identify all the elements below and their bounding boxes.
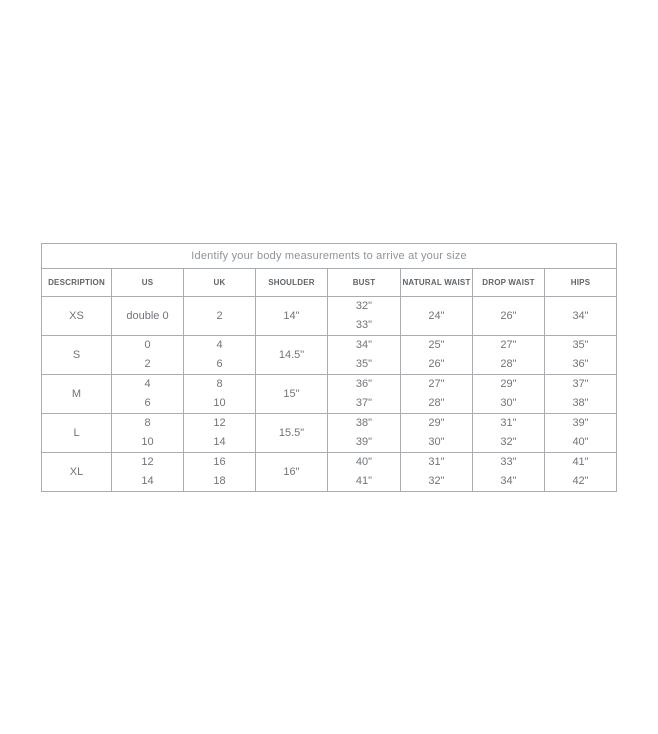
natural-waist-cell [401,375,473,414]
shoulder-value: 14.5" [256,336,328,375]
bust-value: 32" [355,300,373,312]
uk-cell [184,375,256,414]
uk-cell [184,453,256,492]
natural-waist-value: 31" [428,456,445,468]
hips-cell [545,414,617,453]
uk-value: 8 [216,378,223,390]
bust-cell [328,375,401,414]
size-label: S [42,336,112,375]
natural-waist-value: 32" [428,475,445,487]
natural-waist-value: 28" [428,397,445,409]
shoulder-value: 15" [256,375,328,414]
natural-waist-cell [401,336,473,375]
drop-waist-value: 34" [500,475,517,487]
table-caption: Identify your body measurements to arrive at your size [42,244,617,269]
uk-value: 10 [213,397,226,409]
size-chart-table [41,243,617,492]
hips-value: 38" [572,397,589,409]
hips-cell [545,297,617,336]
size-chart [41,243,616,492]
size-label: XL [42,453,112,492]
bust-cell [328,297,401,336]
bust-value: 35" [355,358,373,370]
hips-value: 39" [572,417,589,429]
us-value: 10 [141,436,154,448]
natural-waist-value: 30" [428,436,445,448]
header-hips: HIPS [545,269,617,297]
uk-value: 18 [213,475,226,487]
hips-cell [545,453,617,492]
size-label: L [42,414,112,453]
uk-cell [184,414,256,453]
uk-value: 2 [216,309,223,322]
drop-waist-value: 28" [500,358,517,370]
us-value: 2 [144,358,151,370]
header-drop-waist: DROP WAIST [473,269,545,297]
hips-value: 35" [572,339,589,351]
natural-waist-cell [401,453,473,492]
hips-value: 36" [572,358,589,370]
header-shoulder: SHOULDER [256,269,328,297]
shoulder-value: 14" [256,297,328,336]
bust-value: 37" [355,397,373,409]
us-cell [112,336,184,375]
table-row [42,414,617,453]
uk-value: 4 [216,339,223,351]
hips-cell [545,375,617,414]
table-row [42,297,617,336]
uk-value: 12 [213,417,226,429]
table-row [42,336,617,375]
bust-value: 33" [355,319,373,331]
us-value: 8 [144,417,151,429]
us-value: 6 [144,397,151,409]
us-value: 12 [141,456,154,468]
natural-waist-value: 24" [428,309,445,322]
us-cell [112,297,184,336]
natural-waist-value: 29" [428,417,445,429]
us-value: double 0 [126,309,169,322]
hips-value: 40" [572,436,589,448]
hips-value: 34" [572,309,589,322]
drop-waist-value: 30" [500,397,517,409]
size-label: XS [42,297,112,336]
natural-waist-value: 27" [428,378,445,390]
us-value: 0 [144,339,151,351]
size-label: M [42,375,112,414]
natural-waist-cell [401,414,473,453]
natural-waist-value: 25" [428,339,445,351]
drop-waist-value: 33" [500,456,517,468]
hips-value: 42" [572,475,589,487]
natural-waist-value: 26" [428,358,445,370]
drop-waist-cell [473,375,545,414]
header-bust: BUST [328,269,401,297]
header-natural-waist: NATURAL WAIST [401,269,473,297]
uk-value: 14 [213,436,226,448]
drop-waist-cell [473,414,545,453]
drop-waist-cell [473,297,545,336]
shoulder-value: 16" [256,453,328,492]
drop-waist-cell [473,336,545,375]
header-us: US [112,269,184,297]
table-row [42,453,617,492]
bust-value: 40" [355,456,373,468]
drop-waist-cell [473,453,545,492]
natural-waist-cell [401,297,473,336]
us-cell [112,453,184,492]
header-uk: UK [184,269,256,297]
bust-value: 41" [355,475,373,487]
bust-value: 34" [355,339,373,351]
header-row [42,269,617,297]
uk-value: 16 [213,456,226,468]
drop-waist-value: 31" [500,417,517,429]
hips-value: 37" [572,378,589,390]
bust-value: 39" [355,436,373,448]
bust-value: 36" [355,378,373,390]
bust-cell [328,453,401,492]
bust-value: 38" [355,417,373,429]
drop-waist-value: 29" [500,378,517,390]
hips-cell [545,336,617,375]
table-row [42,375,617,414]
hips-value: 41" [572,456,589,468]
us-cell [112,414,184,453]
shoulder-value: 15.5" [256,414,328,453]
us-value: 4 [144,378,151,390]
bust-cell [328,414,401,453]
uk-value: 6 [216,358,223,370]
us-cell [112,375,184,414]
uk-cell [184,336,256,375]
drop-waist-value: 27" [500,339,517,351]
header-description: DESCRIPTION [42,269,112,297]
drop-waist-value: 32" [500,436,517,448]
drop-waist-value: 26" [500,309,517,322]
uk-cell [184,297,256,336]
bust-cell [328,336,401,375]
us-value: 14 [141,475,154,487]
